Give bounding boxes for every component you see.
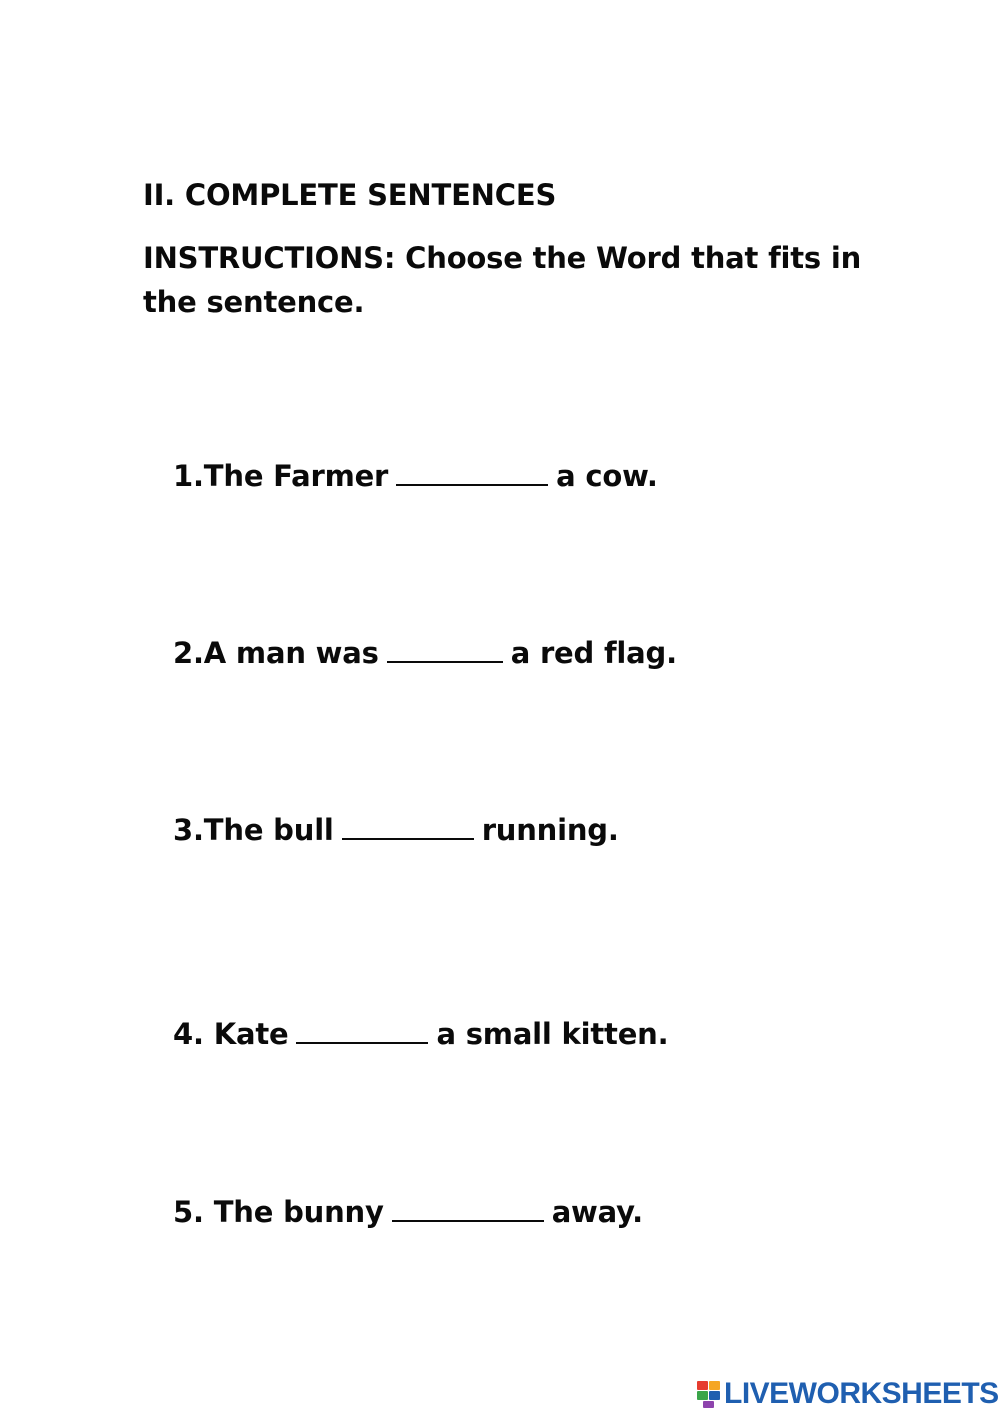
question-5-suffix: away. [551,1195,643,1229]
question-3 [173,810,619,847]
question-3-blank[interactable] [342,810,474,840]
liveworksheets-logo-icon [697,1379,721,1409]
liveworksheets-brand-text: LIVEWORKSHEETS [724,1377,999,1410]
question-2-suffix: a red flag. [510,636,677,670]
question-1-blank[interactable] [396,456,548,486]
section-title: II. COMPLETE SENTENCES [143,178,557,212]
question-4 [173,1014,668,1051]
question-5 [173,1192,643,1229]
question-4-suffix: a small kitten. [436,1017,669,1051]
question-5-prefix: 5. The bunny [173,1195,384,1229]
question-2-prefix: 2.A man was [173,636,379,670]
question-1-suffix: a cow. [556,459,658,493]
question-3-suffix: running. [481,813,619,847]
question-2-blank[interactable] [387,633,503,663]
liveworksheets-logo[interactable] [697,1376,999,1412]
question-4-prefix: 4. Kate [173,1017,289,1051]
question-1 [173,456,658,493]
question-1-prefix: 1.The Farmer [173,459,389,493]
question-2 [173,633,677,670]
instructions-text: INSTRUCTIONS: Choose the Word that fits in the sentence. [143,241,862,319]
question-3-prefix: 3.The bull [173,813,334,847]
question-4-blank[interactable] [296,1014,428,1044]
question-5-blank[interactable] [392,1192,544,1222]
